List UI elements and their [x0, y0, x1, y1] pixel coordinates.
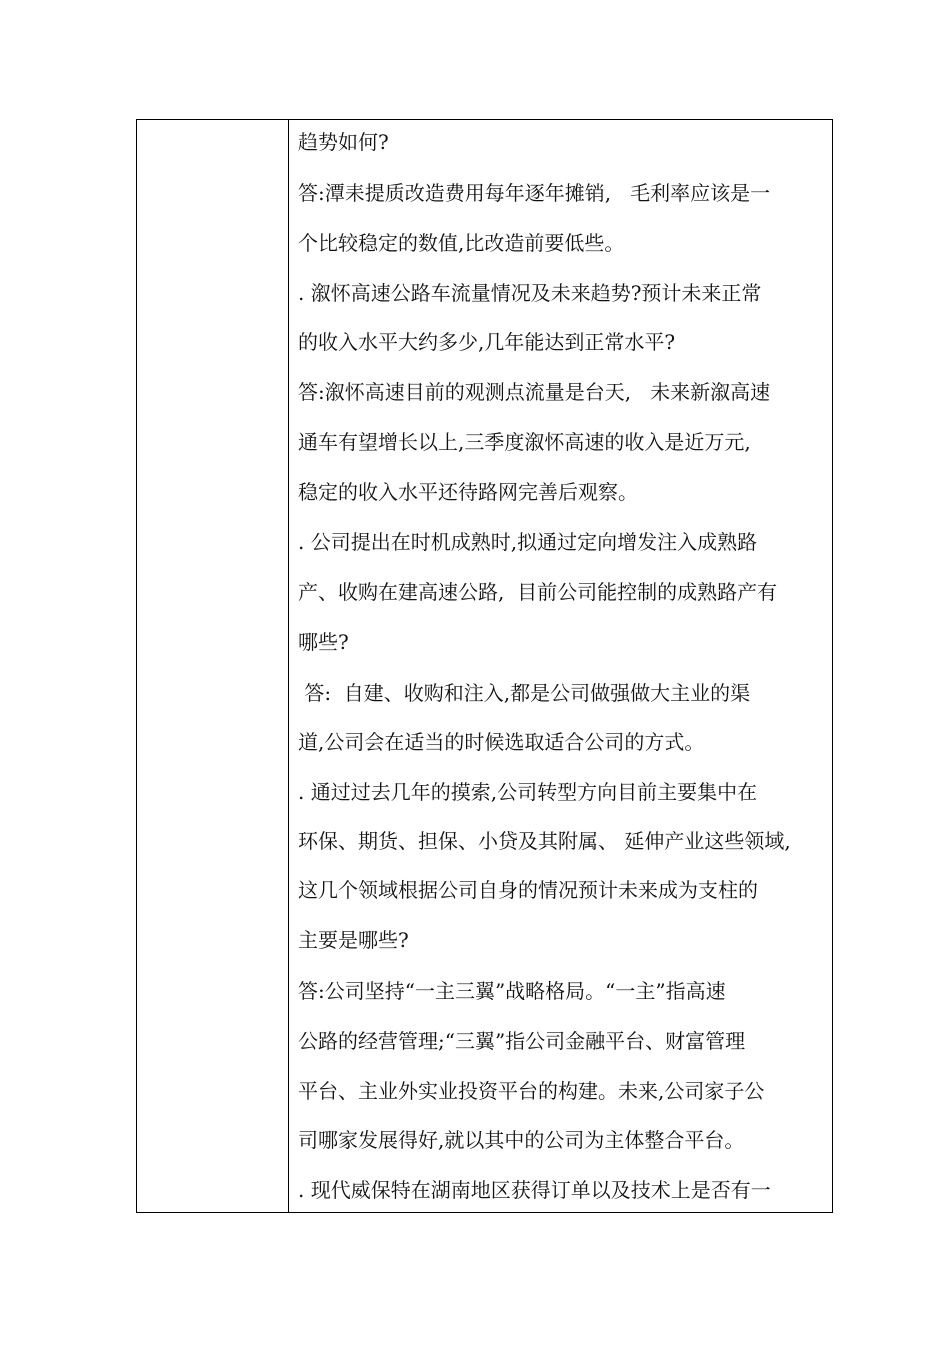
text-line: 答: 自建、收购和注入,都是公司做强做大主业的渠	[298, 681, 751, 705]
text-line: . 溆怀高速公路车流量情况及未来趋势?预计未来正常	[298, 281, 762, 305]
text-line: 平台、主业外实业投资平台的构建。未来,公司家子公	[298, 1079, 765, 1103]
text-line: . 通过过去几年的摸索,公司转型方向目前主要集中在	[298, 780, 758, 804]
table-left-cell	[137, 120, 289, 1212]
text-line: 稳定的收入水平还待路网完善后观察。	[298, 480, 638, 504]
text-line: 答:公司坚持“一主三翼”战略格局。“一主”指高速	[298, 979, 726, 1003]
text-line: 趋势如何?	[298, 130, 389, 154]
text-line: 个比较稳定的数值,比改造前要低些。	[298, 231, 625, 255]
text-line: 司哪家发展得好,就以其中的公司为主体整合平台。	[298, 1128, 745, 1152]
text-line: 公路的经营管理;“三翼”指公司金融平台、财富管理	[298, 1029, 746, 1053]
text-line: 答:潭耒提质改造费用每年逐年摊销, 毛利率应该是一	[298, 181, 771, 205]
text-line: 环保、期货、担保、小贷及其附属、 延伸产业这些领域,	[298, 829, 791, 853]
text-line: 产、收购在建高速公路, 目前公司能控制的成熟路产有	[298, 580, 778, 604]
text-line: 这几个领域根据公司自身的情况预计未来成为支柱的	[298, 878, 758, 902]
text-line: 哪些?	[298, 630, 349, 654]
document-table	[136, 119, 833, 1213]
text-line: . 现代威保特在湖南地区获得订单以及技术上是否有一	[298, 1178, 771, 1202]
text-line: 的收入水平大约多少,几年能达到正常水平?	[298, 330, 676, 354]
text-line: 道,公司会在适当的时候选取适合公司的方式。	[298, 730, 705, 754]
text-line: 主要是哪些?	[298, 928, 409, 952]
text-line: 通车有望增长以上,三季度溆怀高速的收入是近万元,	[298, 430, 751, 454]
table-right-cell	[289, 120, 832, 1212]
text-line: 答:溆怀高速目前的观测点流量是台天, 未来新溆高速	[298, 380, 771, 404]
text-line: . 公司提出在时机成熟时,拟通过定向增发注入成熟路	[298, 530, 758, 554]
